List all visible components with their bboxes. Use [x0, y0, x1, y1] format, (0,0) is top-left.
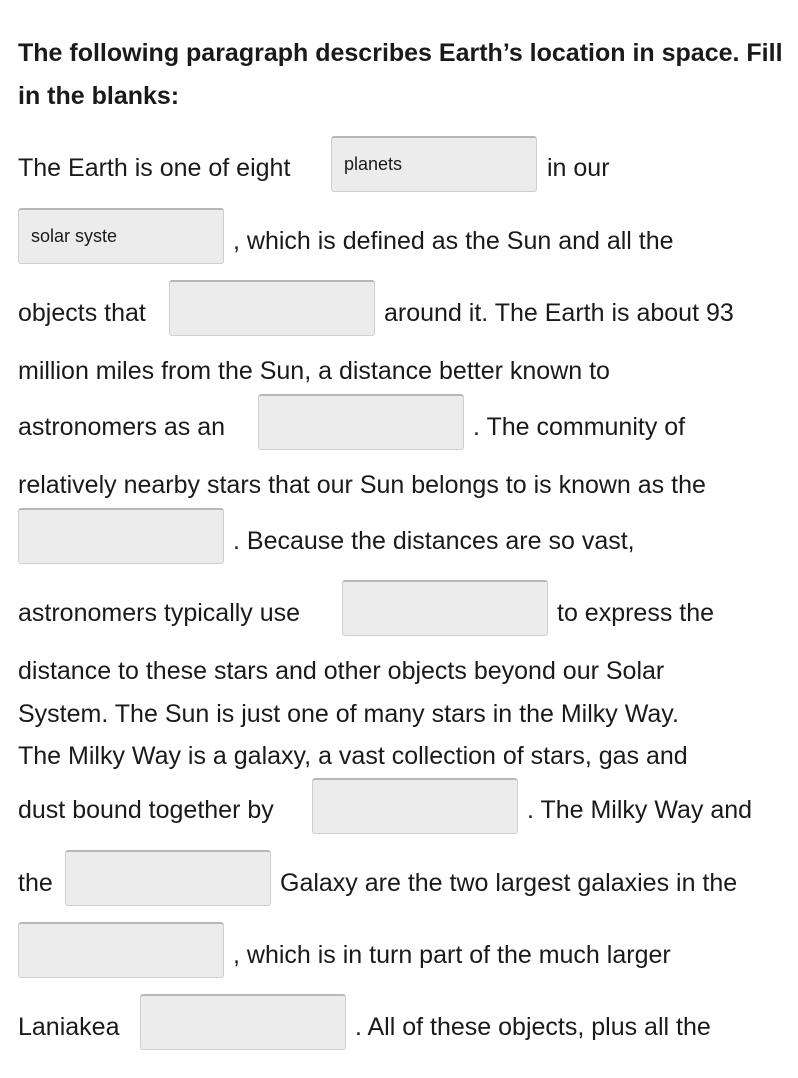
blank-input-9[interactable]	[18, 922, 224, 978]
question-prompt: The following paragraph describes Earth’s location in space. Fill in the blanks:	[18, 39, 783, 110]
paragraph-text: million miles from the Sun, a distance better known to	[18, 357, 610, 385]
paragraph-text: dust bound together by	[18, 796, 274, 824]
blank-input-4[interactable]	[258, 394, 464, 450]
paragraph-text: distance to these stars and other objects beyond our Solar	[18, 657, 665, 685]
paragraph-text: astronomers typically use	[18, 599, 301, 627]
paragraph-text: . The Milky Way and	[527, 796, 753, 824]
blank-input-3[interactable]	[169, 280, 375, 336]
blank-input-6[interactable]	[342, 580, 548, 636]
paragraph-text: the	[18, 869, 53, 897]
blank-input-10[interactable]	[140, 994, 346, 1050]
blank-input-7[interactable]	[312, 778, 518, 834]
paragraph-text: , which is in turn part of the much larger	[233, 941, 671, 969]
paragraph-text: astronomers as an	[18, 413, 226, 441]
blank-input-1[interactable]	[331, 136, 537, 192]
blank-input-8[interactable]	[65, 850, 271, 906]
paragraph-text: The Milky Way is a galaxy, a vast collection of stars, gas and	[18, 742, 688, 770]
paragraph-text: in our	[547, 154, 610, 182]
paragraph-text: Laniakea	[18, 1013, 120, 1041]
paragraph-text: relatively nearby stars that our Sun belongs to is known as the	[18, 471, 706, 499]
paragraph-text: objects that	[18, 299, 146, 327]
paragraph-text: . All of these objects, plus all the	[355, 1013, 711, 1041]
paragraph-text: , which is defined as the Sun and all the	[233, 227, 674, 255]
paragraph-text: Galaxy are the two largest galaxies in the	[280, 869, 738, 897]
blank-input-5[interactable]	[18, 508, 224, 564]
paragraph-text: System. The Sun is just one of many stars in the Milky Way.	[18, 700, 679, 728]
paragraph-text: around it. The Earth is about 93	[384, 299, 734, 327]
paragraph-text: . Because the distances are so vast,	[233, 527, 635, 555]
paragraph-text: The Earth is one of eight	[18, 154, 291, 182]
blank-input-2[interactable]	[18, 208, 224, 264]
paragraph-text: to express the	[557, 599, 715, 627]
paragraph-text: . The community of	[473, 413, 686, 441]
